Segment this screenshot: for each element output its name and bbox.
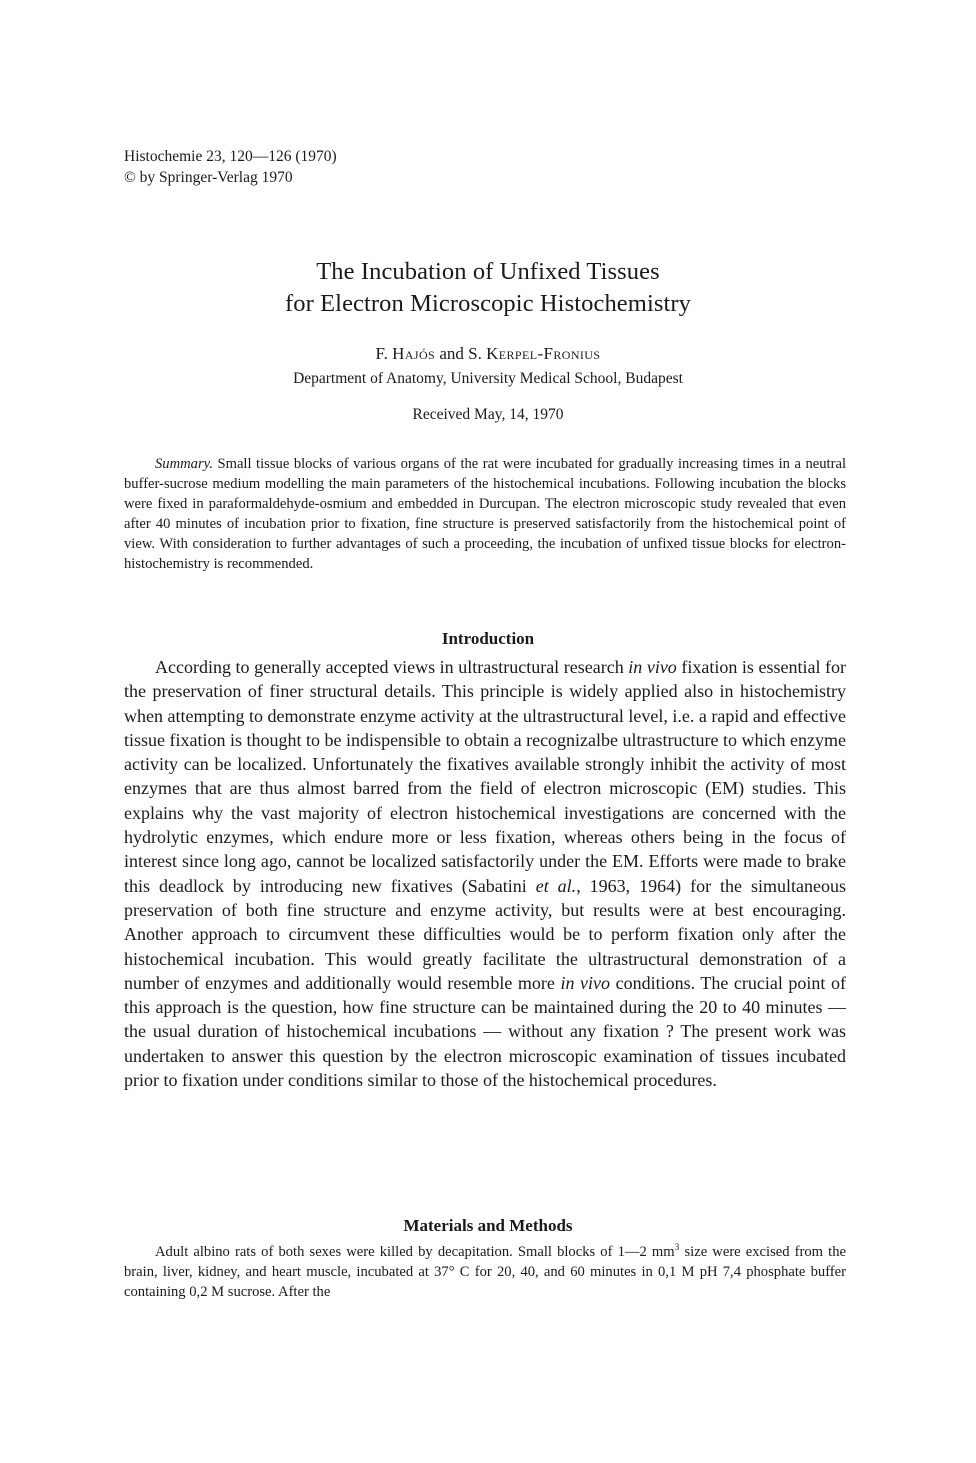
received-date: Received May, 14, 1970 — [412, 406, 564, 423]
summary-label: Summary. — [155, 456, 213, 472]
paper-title — [0, 256, 976, 320]
methods-superscript: 3 — [674, 1243, 680, 1254]
introduction-heading: Introduction — [441, 629, 535, 648]
intro-text-4: conditions. The crucial point of this approach is the question, how fine structure can be maintained during the 20 to 40 minutes — the usual duration of histochemical incubations — without any fixation ? The present work was undertaken to answer this question by the electron microscopic examination of tissues incubated prior to fixation under conditions similar to those of the histochemical procedures. — [124, 972, 846, 1091]
intro-italic-et-al: et al. — [535, 875, 577, 896]
intro-text-2: fixation is essential for the preservation of finer structural details. This principle is widely applied also in histochemistry when attempting to demonstrate enzyme activity at the ultrastructural level, i.e. a rapid and effective tissue fixation is thought to be indispensible to obtain a recognizalbe ultrastructure to which enzyme activity can be localized. Unfortunately the fixatives available strongly inhibit the activity of most enzymes that are thus almost barred from the field of electron microscopic (EM) studies. This explains why the vast majority of electron histochemical investigations are concerned with the hydrolytic enzymes, which endure more or less fixation, whereas others being in the focus of interest since long ago, cannot be localized satisfactorily under the EM. Efforts were made to brake this deadlock by introducing new fixatives (Sabatini — [124, 657, 847, 896]
affiliation: Department of Anatomy, University Medical School, Budapest — [293, 370, 683, 387]
intro-italic-in-vivo-2: in vivo — [560, 972, 611, 993]
title-line-1: The Incubation of Unfixed Tissues — [316, 258, 660, 285]
title-line-2: for Electron Microscopic Histochemistry — [285, 290, 691, 317]
intro-text-3: , 1963, 1964) for the simultaneous preservation of both fine structure and enzyme activity, but results were at best encouraging. Another approach to circumvent these difficulties would be to perform fixation only after the histochemical incubation. This would greatly facilitate the ultrastructural demonstration of a number of enzymes and additionally would resemble more — [124, 875, 847, 993]
journal-citation: Histochemie 23, 120—126 (1970) — [124, 148, 337, 165]
methods-heading: Materials and Methods — [403, 1216, 573, 1235]
copyright-line: © by Springer-Verlag 1970 — [124, 169, 293, 186]
journal-header — [124, 146, 337, 188]
author-2-initial: S. — [468, 344, 482, 363]
introduction-paragraph — [124, 655, 846, 1092]
intro-text-1: According to generally accepted views in ultrastructural research — [155, 657, 629, 677]
methods-text-1: Adult albino rats of both sexes were killed by decapitation. Small blocks of 1—2 mm — [155, 1244, 675, 1260]
summary-text: Small tissue blocks of various organs of the rat were incubated for gradually increasing times in a neutral buffer-sucrose medium modelling the main parameters of the histochemical incubations. Following incubation the blocks were fixed in paraformaldehyde-osmium and embedded in Durcupan. The electron microscopic study revealed that even after 40 minutes of incubation prior to fixation, fine structure is preserved satisfactorily from the histochemical point of view. With consideration to further advantages of such a proceeding, the incubation of unfixed tissue blocks for electron-histochemistry is recommended. — [124, 456, 846, 572]
author-1-initial: F. — [375, 344, 388, 363]
methods-text-2: size were excised from the brain, liver, kidney, and heart muscle, incubated at 37° C for 20, 40, and 60 minutes in 0,1 M pH 7,4 phosphate buffer containing 0,2 M sucrose. After the — [124, 1244, 846, 1300]
methods-paragraph — [124, 1242, 846, 1302]
author-2-name: Kerpel-Fronius — [486, 344, 601, 363]
author-list — [0, 343, 976, 365]
abstract-summary — [124, 454, 846, 574]
intro-italic-in-vivo-1: in vivo — [628, 657, 677, 677]
author-conjunction: and — [439, 344, 464, 363]
author-1-name: Hajós — [392, 344, 436, 363]
